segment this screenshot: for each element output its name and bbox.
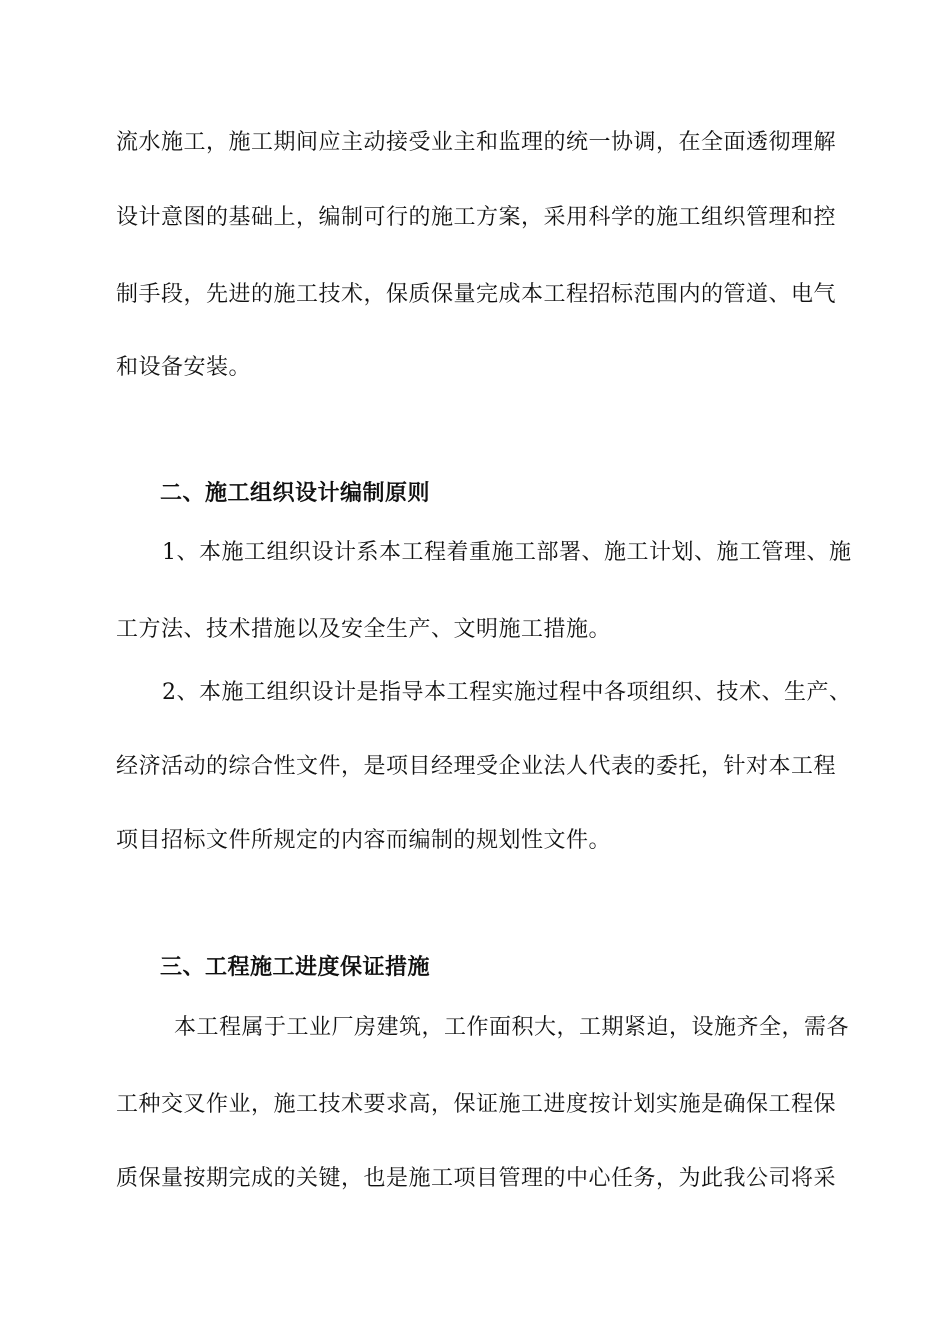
list-item-line: 1、本施工组织设计系本工程着重施工部署、施工计划、施工管理、施 — [162, 540, 852, 565]
paragraph-line: 制手段，先进的施工技术，保质保量完成本工程招标范围内的管道、电气 — [116, 282, 837, 307]
list-item-line: 项目招标文件所规定的内容而编制的规划性文件。 — [116, 828, 612, 853]
list-item-line: 工方法、技术措施以及安全生产、文明施工措施。 — [116, 617, 612, 642]
section-heading: 三、工程施工进度保证措施 — [160, 954, 431, 980]
paragraph-line: 流水施工，施工期间应主动接受业主和监理的统一协调，在全面透彻理解 — [116, 130, 837, 155]
paragraph-line: 设计意图的基础上，编制可行的施工方案，采用科学的施工组织管理和控 — [116, 205, 837, 230]
paragraph-line: 质保量按期完成的关键，也是施工项目管理的中心任务，为此我公司将采 — [116, 1166, 837, 1191]
paragraph-line: 和设备安装。 — [116, 355, 252, 380]
list-item-line: 经济活动的综合性文件，是项目经理受企业法人代表的委托，针对本工程 — [116, 754, 837, 779]
section-heading: 二、施工组织设计编制原则 — [160, 480, 431, 506]
paragraph-line: 工种交叉作业，施工技术要求高，保证施工进度按计划实施是确保工程保 — [116, 1092, 837, 1117]
paragraph-line: 本工程属于工业厂房建筑，工作面积大，工期紧迫，设施齐全，需各 — [174, 1015, 850, 1040]
list-item-line: 2、本施工组织设计是指导本工程实施过程中各项组织、技术、生产、 — [162, 680, 852, 705]
